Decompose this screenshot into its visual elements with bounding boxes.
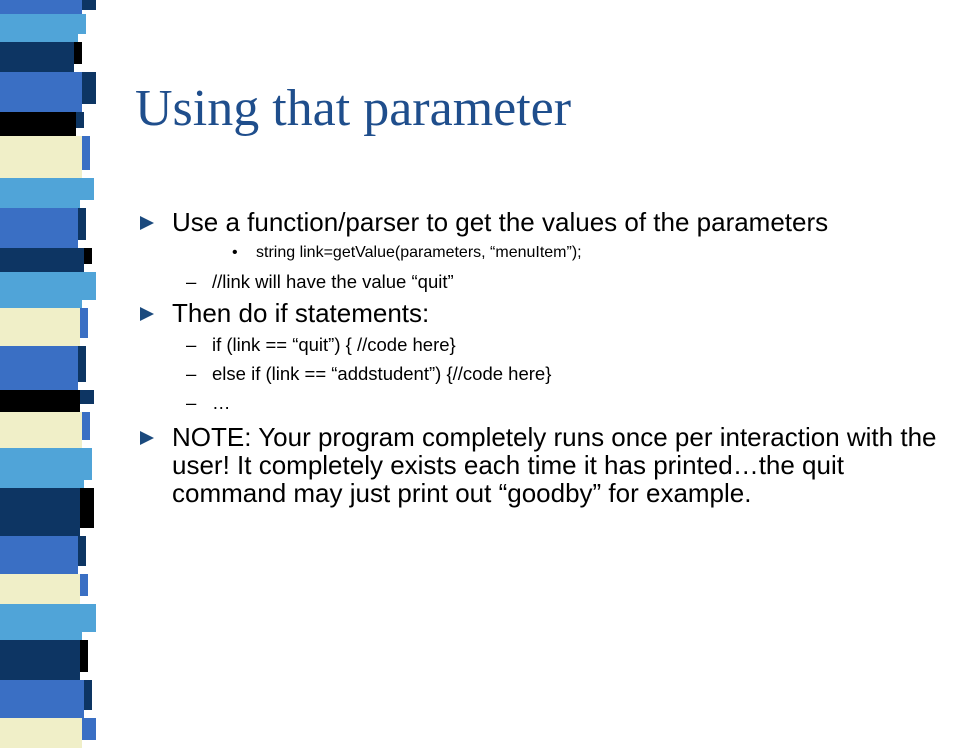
decorative-stripe xyxy=(0,536,78,574)
decorative-stripe xyxy=(0,640,80,680)
decorative-stripe-edge xyxy=(82,72,96,104)
decorative-stripe xyxy=(0,604,82,640)
sub-bullet-else-if xyxy=(140,362,940,386)
decorative-stripe-edge xyxy=(78,346,86,382)
decorative-stripe xyxy=(0,248,84,272)
bullet-dash-marker: – xyxy=(186,363,197,384)
decorative-stripe-edge xyxy=(84,680,92,710)
decorative-stripe-edge xyxy=(76,112,84,128)
slide-title: Using that parameter xyxy=(135,80,572,137)
bullet-text: Use a function/parser to get the values of the parameters xyxy=(172,207,829,237)
decorative-stripe xyxy=(0,136,82,178)
decorative-stripe-edge xyxy=(82,604,96,632)
bullet-marker-icon xyxy=(140,216,154,230)
sub-bullet-string-link xyxy=(140,242,940,264)
decorative-stripe-bar xyxy=(0,0,108,720)
bullet-text: … xyxy=(212,392,231,413)
bullet-note xyxy=(140,423,940,507)
decorative-stripe-edge xyxy=(80,640,88,672)
bullet-dash-marker: – xyxy=(186,271,197,292)
sub-bullet-ellipsis xyxy=(140,391,940,415)
bullet-text: NOTE: Your program completely runs once per interaction with the user! It completely exists each time it has printed…the quit command may just print out “goodby” for example. xyxy=(172,422,937,508)
decorative-stripe-edge xyxy=(74,42,82,64)
decorative-stripe xyxy=(0,412,82,448)
decorative-stripe xyxy=(0,680,84,718)
bullet-dot-marker: • xyxy=(232,244,238,261)
decorative-stripe xyxy=(0,448,84,488)
decorative-stripe-edge xyxy=(84,248,92,264)
decorative-stripe-edge xyxy=(80,390,94,404)
bullet-if-statements xyxy=(140,299,940,327)
decorative-stripe-edge xyxy=(78,208,86,240)
decorative-stripe xyxy=(0,574,80,604)
decorative-stripe-edge xyxy=(84,448,92,480)
decorative-stripe-edge xyxy=(80,308,88,338)
decorative-stripe xyxy=(0,488,80,536)
bullet-text: if (link == “quit”) { //code here} xyxy=(212,334,456,355)
decorative-stripe-edge xyxy=(80,488,94,528)
decorative-stripe-edge xyxy=(78,536,86,566)
decorative-stripe xyxy=(0,0,82,14)
decorative-stripe xyxy=(0,272,82,308)
decorative-stripe-edge xyxy=(78,14,86,34)
decorative-stripe xyxy=(0,112,76,136)
decorative-stripe-edge xyxy=(82,136,90,170)
decorative-stripe xyxy=(0,14,78,42)
bullet-marker-icon xyxy=(140,307,154,321)
bullet-text: else if (link == “addstudent”) {//code here} xyxy=(212,363,552,384)
decorative-stripe-edge xyxy=(82,272,96,300)
decorative-stripe xyxy=(0,346,78,390)
sub-bullet-link-value xyxy=(140,270,940,294)
decorative-stripe xyxy=(0,308,80,346)
decorative-stripe-edge xyxy=(82,412,90,440)
bullet-text: Then do if statements: xyxy=(172,298,430,328)
decorative-stripe-edge xyxy=(80,178,94,200)
decorative-stripe xyxy=(0,178,80,208)
decorative-stripe-edge xyxy=(80,574,88,596)
bullet-marker-icon xyxy=(140,431,154,445)
sub-bullet-if-quit xyxy=(140,333,940,357)
decorative-stripe xyxy=(0,718,82,748)
decorative-stripe-edge xyxy=(82,0,96,10)
bullet-text: string link=getValue(parameters, “menuItem”); xyxy=(256,244,582,261)
decorative-stripe xyxy=(0,208,78,248)
decorative-stripe xyxy=(0,390,80,412)
bullet-use-function xyxy=(140,208,940,236)
bullet-dash-marker: – xyxy=(186,392,197,413)
decorative-stripe-edge xyxy=(82,718,96,740)
bullet-text: //link will have the value “quit” xyxy=(212,271,454,292)
decorative-stripe xyxy=(0,42,74,72)
bullet-dash-marker: – xyxy=(186,334,197,355)
decorative-stripe xyxy=(0,72,82,112)
slide-body xyxy=(140,208,940,513)
